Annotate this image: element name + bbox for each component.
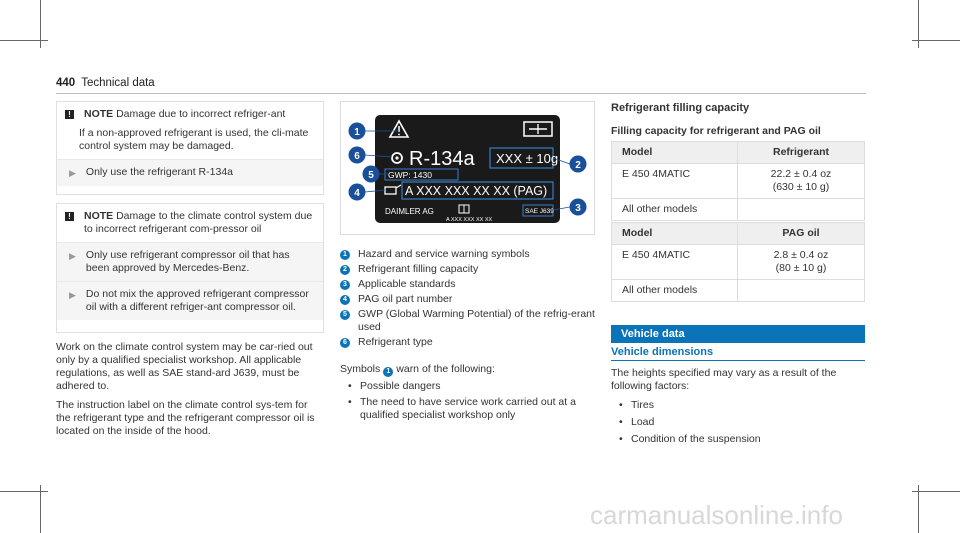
legend-item: 3 Applicable standards <box>340 278 600 291</box>
svg-text:2: 2 <box>575 160 581 171</box>
note-box <box>56 101 324 195</box>
section-bar: Vehicle data <box>611 325 865 343</box>
action-step <box>57 242 323 281</box>
note-label: NOTE <box>84 210 114 222</box>
legend-list <box>340 248 600 351</box>
svg-text:5: 5 <box>368 170 374 181</box>
section-title: Technical data <box>81 77 155 89</box>
list-item: • Load <box>619 416 655 428</box>
factors-list <box>611 399 865 446</box>
legend-number: 4 <box>340 295 350 305</box>
warning-icon: ! <box>65 110 74 119</box>
legend-number: 3 <box>340 280 350 290</box>
legend-number: 1 <box>340 250 350 260</box>
refrigerant-text: R-134a <box>409 148 475 170</box>
part-number-text: A XXX XXX XX XX (PAG) <box>405 184 548 198</box>
callout-5 <box>363 166 380 183</box>
subheading-rule <box>611 360 865 361</box>
table-row: All other models <box>612 280 865 302</box>
refrigerant-table: Model Refrigerant E 450 4MATIC 22.2 ± 0.4 oz (630 ± 10 g) All other models <box>611 141 865 221</box>
inline-number: 1 <box>383 367 393 377</box>
arrow-icon: ▶ <box>69 251 76 261</box>
action-step <box>57 281 323 320</box>
svg-text:4: 4 <box>354 188 360 199</box>
table-row: All other models <box>612 199 865 221</box>
note-title: Damage to the climate control system due to incorrect refrigerant com-pressor oil <box>84 210 313 235</box>
section-heading: Refrigerant filling capacity <box>611 102 750 114</box>
legend-number: 5 <box>340 310 350 320</box>
paragraph: The instruction label on the climate control sys-tem for the refrigerant type and the refrigerant compressor oil is located on the inside of the hood. <box>56 399 315 437</box>
step-text: Only use the refrigerant R-134a <box>85 166 233 178</box>
callout-3 <box>570 199 587 216</box>
warning-icon: ! <box>65 212 74 221</box>
header-rule <box>56 93 866 94</box>
brand-text: DAIMLER AG <box>385 207 434 216</box>
crop-mark <box>0 40 48 41</box>
legend-number: 6 <box>340 338 350 348</box>
crop-mark <box>918 485 919 533</box>
legend-number: 2 <box>340 265 350 275</box>
callout-1 <box>349 123 366 140</box>
callout-2 <box>570 156 587 173</box>
callout-4 <box>349 184 366 201</box>
refrigerant-label <box>341 102 594 234</box>
legend-item: 5 GWP (Global Warming Potential) of the refrig-erant used <box>340 308 600 334</box>
paragraph: Work on the climate control system may be car-ried out only by a qualified specialist workshop. All applicable regulations, as well as SAE stand-ard J639, must be adhered to. <box>56 341 313 392</box>
gwp-text: GWP: 1430 <box>388 170 432 180</box>
action-step <box>57 159 323 186</box>
crop-mark <box>40 485 41 533</box>
svg-text:6: 6 <box>354 151 360 162</box>
callout-6 <box>349 147 366 164</box>
list-item: • Condition of the suspension <box>619 433 761 445</box>
legend-item: 6 Refrigerant type <box>340 336 600 349</box>
crop-mark <box>912 40 960 41</box>
list-item: • Possible dangers <box>348 380 441 392</box>
pag-oil-table: Model PAG oil E 450 4MATIC 2.8 ± 0.4 oz (80 ± 10 g) All other models <box>611 222 865 302</box>
table-row: E 450 4MATIC 22.2 ± 0.4 oz (630 ± 10 g) <box>612 164 865 199</box>
note-label: NOTE <box>84 108 114 120</box>
page-header <box>56 77 155 89</box>
step-text: Do not mix the approved refrigerant compressor oil with a different refriger-ant compressor oil. <box>85 288 309 313</box>
label-illustration <box>340 101 595 235</box>
list-item: • Tires <box>619 399 654 411</box>
sub-heading: Filling capacity for refrigerant and PAG oil <box>611 125 821 137</box>
svg-text:3: 3 <box>575 203 581 214</box>
crop-mark <box>0 491 48 492</box>
note-body: If a non-approved refrigerant is used, the cli-mate control system may be damaged. <box>79 127 309 152</box>
legend-item: 2 Refrigerant filling capacity <box>340 263 600 276</box>
legend-item: 1 Hazard and service warning symbols <box>340 248 600 261</box>
symbols-list <box>340 380 600 422</box>
note-box <box>56 203 324 333</box>
page-number: 440 <box>56 77 76 89</box>
sub-heading: Vehicle dimensions <box>611 346 714 358</box>
symbols-intro: Symbols 1 warn of the following: <box>340 363 495 375</box>
list-item: • The need to have service work carried out at a qualified specialist workshop only <box>348 396 576 421</box>
capacity-text: XXX ± 10g <box>496 151 559 166</box>
legend-item: 4 PAG oil part number <box>340 293 600 306</box>
svg-text:1: 1 <box>354 127 360 138</box>
step-text: Only use refrigerant compressor oil that has been approved by Mercedes-Benz. <box>85 249 290 274</box>
arrow-icon: ▶ <box>69 290 76 300</box>
sae-text: SAE J639 <box>525 208 554 215</box>
crop-mark <box>912 491 960 492</box>
note-title: Damage due to incorrect refriger-ant <box>116 108 286 120</box>
arrow-icon: ▶ <box>69 168 76 178</box>
small-part-number: A XXX XXX XX XX <box>446 217 493 223</box>
paragraph: The heights specified may vary as a result of the following factors: <box>611 367 837 392</box>
table-row: E 450 4MATIC 2.8 ± 0.4 oz (80 ± 10 g) <box>612 245 865 280</box>
watermark: carmanualsonline.info <box>590 500 843 530</box>
